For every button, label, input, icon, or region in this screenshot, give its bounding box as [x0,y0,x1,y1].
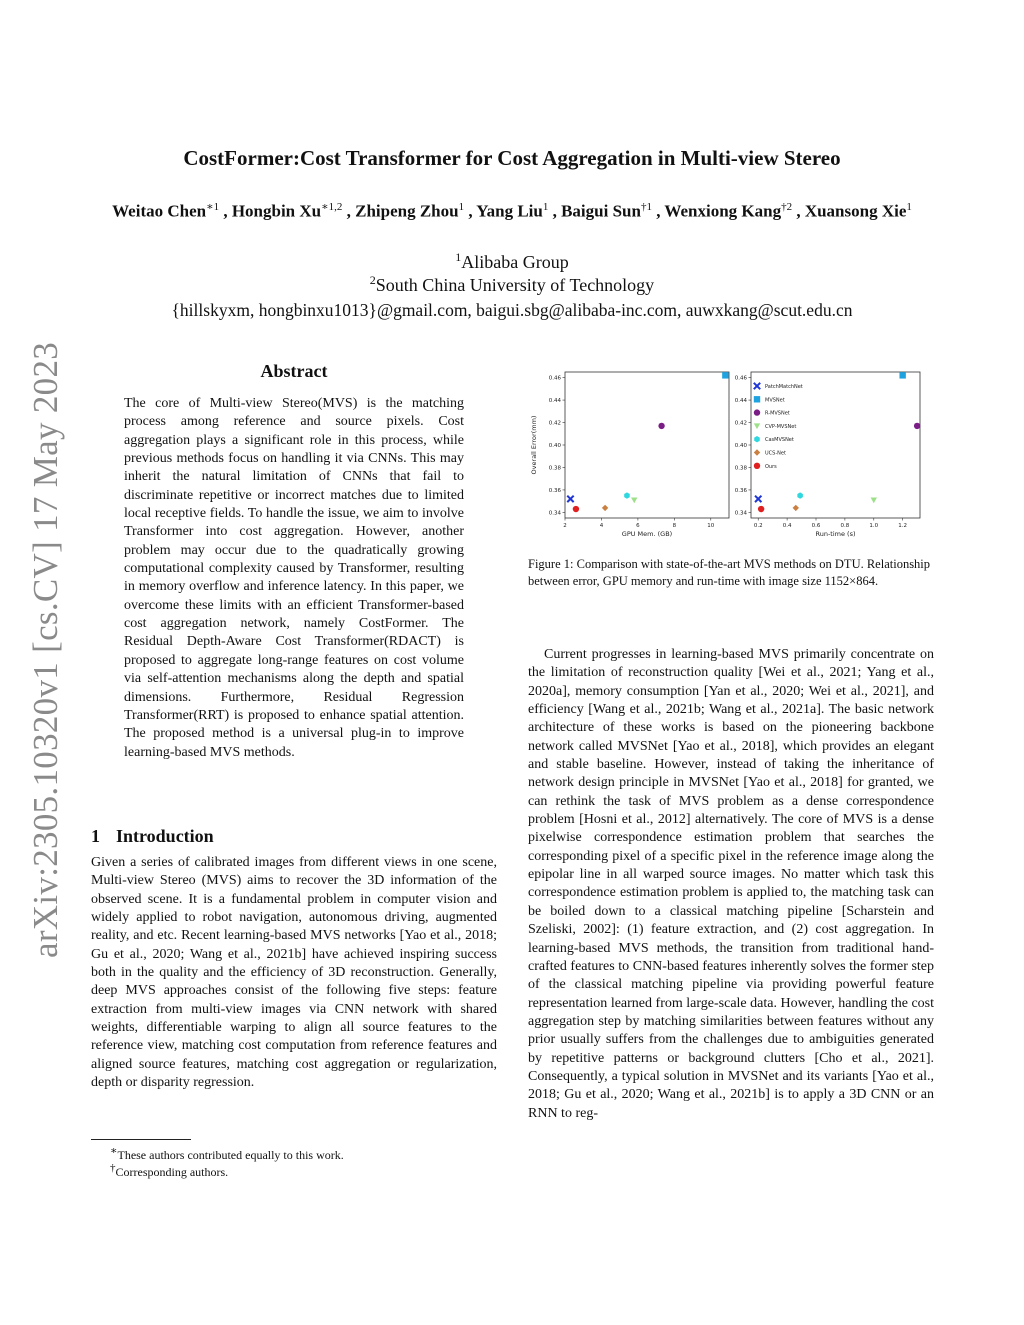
data-point [573,506,579,512]
introduction-text: Given a series of calibrated images from different views in one scene, Multi-view Stereo (MVS) aims to recover the 3D information of the observed scene. It is a fundamental problem in computer vision and widely applied to robot navigation, autonomous driving, augmented reality, and etc. Recent learning-based MVS networks [Yao et al., 2018; Gu et al., 2020; Wang et al., 2021b] have achieved inspiring success both in the quality and the efficiency of 3D reconstruction. Generally, deep MVS approaches consist of the following five steps: feature extraction from multi-view images via CNN network with shared weights, differentiable warping to align all source features to the reference view, matching cost computation from reference features and aligned source features, matching cost aggregation or regularization, depth or disparity regression. [91,855,497,1091]
affiliation-mark: 2 [369,273,376,287]
y-tick-label: 0.44 [548,398,561,405]
y-tick-label: 0.44 [734,398,747,405]
legend-label: MVSNet [765,397,785,404]
legend-marker [754,383,760,389]
author-mark: †1 [640,201,652,213]
x-tick-label: 1.0 [869,523,879,529]
data-point [602,505,608,511]
y-tick-label: 0.46 [734,375,747,382]
data-point [567,496,573,502]
author-name: Zhipeng Zhou [355,201,459,221]
legend-marker [754,436,760,442]
author-emails: {hillskyxm, hongbinxu1013}@gmail.com, baigui.sbg@alibaba-inc.com, auwxkang@scut.edu.cn [171,300,853,320]
author-mark: 1 [906,201,912,213]
legend-label: R-MVSNet [765,410,790,417]
author-name: Wenxiong Kang [664,201,782,221]
x-tick-label: 1.2 [898,523,908,529]
legend-label: Ours [765,463,777,470]
author-name: Baigui Sun [561,201,641,221]
x-axis-label: Run-time (s) [815,530,856,538]
right-column-text: Current progresses in learning-based MVS primarily concentrate on the limitation of reconstruction quality [Wei et al., 2021; Yang et al., 2020a], memory consumption [Yan et al., 2020; Wei et al., 2021], and efficiency [Wang et al., 2021b; Wang et al., 2021a]. The basic network architecture of these works is based on the pioneering backbone network called MVSNet [Yao et al., 2018], which provides an elegant and stable baseline. However, instead of taking the inheritance of network design principle in MVSNet [Yao et al., 2018] for granted, we can rethink the task of MVS problem as a dense correspondence problem [Hosni et al., 2012] alternatively. The core of MVS is a dense pixelwise correspondence estimation problem that searches the corresponding pixel of a specific pixel in the reference image along the epipolar line in all warped source images. No matter which task this correspondence estimation problem is applied to, the matching task can be boiled down to a classical matching pipeline [Scharstein and Szeliski, 2002]: (1) feature extraction, and (2) cost aggregation. In learning-based MVS methods, the transition from traditional hand-crafted features to CNN-based features inherently solves the former step of the classical matching pipeline via providing powerful feature representation learned from large-scale data. However, handling the cost aggregation step by matching similarities between features without any prior usually suffers from the challenges due to ambiguities generated by repetitive patterns or background clutters [Cho et al., 2021]. Consequently, a typical solution in MVSNet and its variants [Yao et al., 2018; Gu et al., 2020; Wang et al., 2021b] is to apply a 3D CNN or an RNN to reg- [528,647,934,1121]
y-tick-label: 0.36 [734,487,747,494]
y-axis-label: Overall Error(mm) [530,415,538,475]
plot-frame [565,372,729,518]
author-name: Hongbin Xu [231,201,322,221]
data-point [914,423,920,429]
data-point [631,497,637,503]
x-tick-label: 0.8 [840,523,850,529]
x-tick-label: 8 [672,523,677,529]
y-tick-label: 0.40 [734,443,747,449]
y-tick-label: 0.36 [548,487,561,494]
data-point [722,372,728,378]
y-tick-label: 0.40 [548,443,561,449]
y-tick-label: 0.46 [548,375,561,382]
author-mark: ∗1 [206,201,220,213]
plot-frame [751,372,920,518]
data-point [793,505,799,511]
y-tick-label: 0.34 [734,510,747,517]
data-point [658,423,664,429]
data-point [624,492,630,498]
data-point [899,372,905,378]
footnote-rule [91,1139,191,1140]
x-tick-label: 2 [563,523,567,529]
affiliation [0,273,1024,296]
affiliation [0,250,1024,273]
y-tick-label: 0.34 [548,510,561,517]
section-number: 1 [91,826,100,846]
abstract-heading: Abstract [260,361,328,381]
x-tick-label: 4 [599,523,604,529]
footnote-text: These authors contributed equally to this work. [117,1148,344,1162]
arxiv-stamp: arXiv:2305.10320v1 [cs.CV] 17 May 2023 [26,341,65,958]
y-tick-label: 0.42 [734,420,747,427]
x-tick-label: 0.2 [753,523,763,529]
y-tick-label: 0.38 [548,465,561,472]
author-name: Weitao Chen [112,201,207,221]
y-tick-label: 0.38 [734,465,747,472]
footnote [110,1162,228,1180]
data-point [758,506,764,512]
footnote-mark: † [110,1162,116,1174]
author-list: Weitao Chen$^{∗1}$ , Hongbin $Xu^{∗1,2}$ , Zhipeng Zhou$^1$ , Yang Liu$^1$ , Baigui Sun$^{\dagger 1}$ , Wenxiong Kang$^{\dagger 2}$ , Xuansong Xie$^1$ [112,201,912,221]
affiliation-name: Alibaba Group [461,252,569,272]
legend-label: UCS-Net [765,450,786,457]
affiliation-mark: 1 [455,250,462,264]
data-point [755,496,761,502]
legend-label: PatchMatchNet [765,384,803,390]
x-axis-label: GPU Mem. (GB) [621,530,673,538]
author-mark: 1 [542,201,549,213]
legend-label: CVP-MVSNet [765,423,797,430]
x-tick-label: 0.6 [811,523,821,529]
legend-marker [754,423,760,429]
data-point [871,497,877,503]
legend-marker [754,463,760,469]
legend-marker [754,449,760,455]
x-tick-label: 0.4 [782,523,792,529]
comparison-figure [528,362,932,542]
author-mark: †2 [781,201,793,213]
legend-marker [754,396,760,402]
footnote-text: Corresponding authors. [115,1165,229,1179]
author-mark: 1 [458,201,465,213]
section-title: Introduction [116,826,214,846]
figure-caption: Figure 1: Comparison with state-of-the-art MVS methods on DTU. Relationship between error, GPU memory and run-time with image size 1152×864. [528,557,931,588]
legend-label: CasMVSNet [765,437,794,444]
abstract-text: The core of Multi-view Stereo(MVS) is the matching process among reference and source pixels. Cost aggregation plays a significant role in this process, while previous methods focus on handling it via CNNs. This may inherit the natural limitation of CNNs that fail to discriminate repetitive or incorrect matches due to limited local receptive fields. To handle the issue, we aim to involve Transformer into cost aggregation. However, another problem may occur due to the quadratically growing computational complexity caused by Transformer, resulting in memory overflow and inference latency. In this paper, we overcome these limits with an efficient Transformer-based cost aggregation network, namely CostFormer. The Residual Depth-Aware Cost Transformer(RDACT) is proposed to aggregate long-range features on cost volume via self-attention mechanisms along the depth and spatial dimensions. Furthermore, Residual Regression Transformer(RRT) is proposed to enhance spatial attention. The proposed method is a universal plug-in to improve learning-based MVS methods. [124,396,464,760]
author-name: Yang Liu [476,201,543,221]
footnote-mark: ∗ [110,1145,118,1157]
author-name: Xuansong Xie [804,201,907,221]
paper-title: CostFormer:Cost Transformer for Cost Aggregation in Multi-view Stereo [183,146,841,170]
legend-marker [754,409,760,415]
x-tick-label: 10 [707,523,715,529]
x-tick-label: 6 [636,523,640,529]
footnote [110,1144,344,1163]
y-tick-label: 0.42 [548,420,561,427]
section-heading [91,826,214,847]
affiliation-name: South China University of Technology [375,275,655,295]
data-point [797,492,803,498]
author-mark: ∗1,2 [321,201,343,213]
